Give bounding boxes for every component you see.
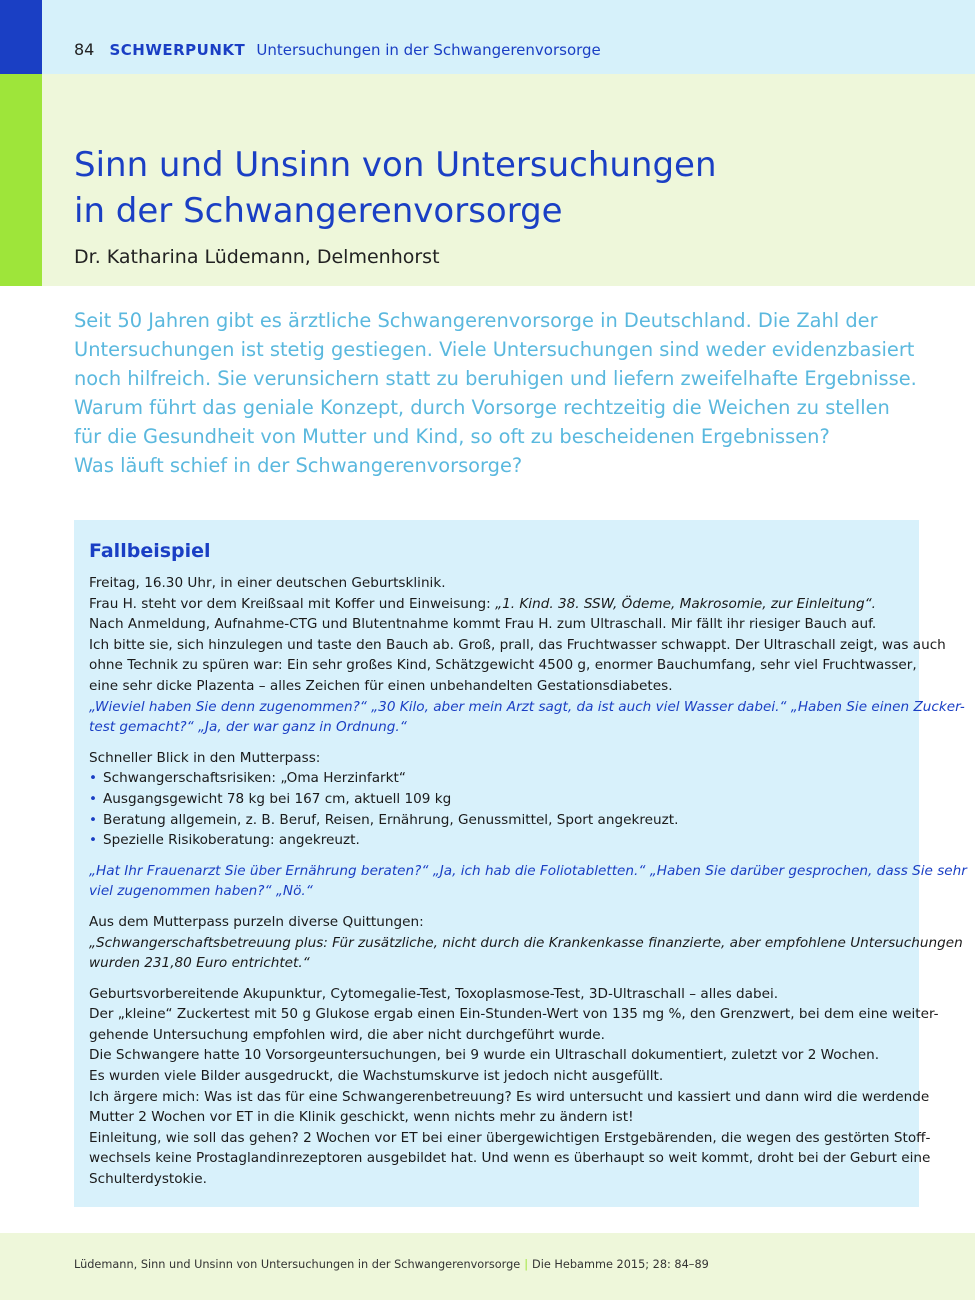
abstract-line: Seit 50 Jahren gibt es ärztliche Schwangerenvorsorge in Deutschland. Die Zahl der — [74, 309, 878, 332]
abstract-line: noch hilfreich. Sie verunsichern statt zu beruhigen und liefern zweifelhafte Ergebnisse. — [74, 367, 917, 390]
case-text-line: Nach Anmeldung, Aufnahme-CTG und Blutentnahme kommt Frau H. zum Ultraschall. Mir fällt ihr riesiger Bauch auf. — [89, 616, 877, 633]
footer-author: Lüdemann, — [74, 1258, 141, 1271]
dialogue-line: viel zugenommen haben?“ „Nö.“ — [89, 883, 313, 900]
abstract-line: Warum führt das geniale Konzept, durch Vorsorge rechtzeitig die Weichen zu stellen — [74, 396, 890, 419]
author-line: Dr. Katharina Lüdemann, Delmenhorst — [74, 246, 440, 268]
dialogue-line: test gemacht?“ „Ja, der war ganz in Ordnung.“ — [89, 719, 407, 736]
case-text-line: Ich ärgere mich: Was ist das für eine Schwangerenbetreuung? Es wird untersucht und kassiert und dann wird die werdende — [89, 1088, 930, 1105]
dialogue-line: „Wieviel haben Sie denn zugenommen?“ „30 Kilo, aber mein Arzt sagt, da ist auch viel Wasser dabei.“ „Haben Sie einen Zucker- — [89, 698, 965, 715]
case-text-line: Schneller Blick in den Mutterpass: — [89, 749, 321, 766]
list-item: • Ausgangsgewicht 78 kg bei 167 cm, aktuell 109 kg — [89, 789, 907, 810]
paragraph-gap — [89, 738, 907, 748]
case-text-line: Die Schwangere hatte 10 Vorsorgeuntersuchungen, bei 9 wurde ein Ultraschall dokumentiert, zuletzt vor 2 Wochen. — [89, 1047, 880, 1064]
paragraph-gap — [89, 974, 907, 984]
abstract-line: Was läuft schief in der Schwangerenvorsorge? — [74, 454, 523, 477]
case-text-line: Aus dem Mutterpass purzeln diverse Quittungen: — [89, 913, 424, 930]
paragraph-gap — [89, 851, 907, 861]
article-title-line: Sinn und Unsinn von Untersuchungen — [74, 145, 717, 185]
case-example-title: Fallbeispiel — [89, 540, 211, 562]
receipt-quote-line: wurden 231,80 Euro entrichtet.“ — [89, 955, 310, 972]
case-text-line: Geburtsvorbereitende Akupunktur, Cytomegalie-Test, Toxoplasmose-Test, 3D-Ultraschall – alles dabei. — [89, 985, 779, 1002]
case-text-line: Einleitung, wie soll das gehen? 2 Wochen vor ET bei einer übergewichtigen Erstgebärenden, die wegen des gestörten Stoff- — [89, 1129, 931, 1146]
header-color-bar — [0, 0, 42, 74]
case-text-line: Der „kleine“ Zuckertest mit 50 g Glukose ergab einen Ein-Stunden-Wert von 135 mg %, den Grenzwert, bei dem eine weiter- — [89, 1006, 939, 1023]
paragraph-gap — [89, 902, 907, 912]
list-item: • Spezielle Risikoberatung: angekreuzt. — [89, 830, 907, 851]
case-text-line: eine sehr dicke Plazenta – alles Zeichen für einen unbehandelten Gestationsdiabetes. — [89, 677, 673, 694]
page-number: 84 — [74, 40, 95, 59]
footer-journal: Die Hebamme 2015; 28: 84–89 — [532, 1258, 709, 1271]
footer-separator: | — [524, 1258, 529, 1271]
article-title — [74, 142, 914, 234]
running-head — [74, 40, 601, 60]
case-example-box — [74, 520, 967, 1207]
receipt-quote-line: „Schwangerschaftsbetreuung plus: Für zusätzliche, nicht durch die Krankenkasse finanzierte, aber empfohlene Untersuchungen — [89, 934, 963, 951]
abstract-line: Untersuchungen ist stetig gestiegen. Viele Untersuchungen sind weder evidenzbasiert — [74, 338, 915, 361]
case-example-content — [89, 539, 967, 1190]
list-item: • Schwangerschaftsrisiken: „Oma Herzinfarkt“ — [89, 768, 907, 789]
case-text-line: Schulterdystokie. — [89, 1171, 207, 1188]
list-item: • Beratung allgemein, z. B. Beruf, Reisen, Ernährung, Genussmittel, Sport angekreuzt. — [89, 810, 907, 831]
title-color-bar — [0, 74, 42, 286]
case-text-line: wechsels keine Prostaglandinrezeptoren ausgebildet hat. Und wenn es überhaupt so weit kommt, droht bei der Geburt eine — [89, 1150, 931, 1167]
referral-quote: „1. Kind. 38. SSW, Ödeme, Makrosomie, zur Einleitung“. — [495, 595, 876, 612]
section-topic: Untersuchungen in der Schwangerenvorsorge — [256, 41, 601, 59]
case-text-line — [89, 594, 907, 615]
mutterpass-list — [89, 768, 907, 850]
case-text-line: Freitag, 16.30 Uhr, in einer deutschen Geburtsklinik. — [89, 575, 446, 591]
citation-footer — [74, 1258, 709, 1271]
header-band — [0, 0, 975, 74]
footer-title: Sinn und Unsinn von Untersuchungen in der Schwangerenvorsorge — [140, 1258, 521, 1271]
section-label: SCHWERPUNKT — [109, 41, 246, 59]
case-text-line: Ich bitte sie, sich hinzulegen und taste den Bauch ab. Groß, prall, das Fruchtwasser schwappt. Der Ultraschall zeigt, was auch — [89, 636, 946, 653]
case-text-segment: Frau H. steht vor dem Kreißsaal mit Koffer und Einweisung: — [89, 595, 496, 612]
article-title-line: in der Schwangerenvorsorge — [74, 191, 563, 231]
case-text-line: Mutter 2 Wochen vor ET in die Klinik geschickt, wenn nichts mehr zu ändern ist! — [89, 1109, 634, 1126]
dialogue-line: „Hat Ihr Frauenarzt Sie über Ernährung beraten?“ „Ja, ich hab die Foliotabletten.“ „Haben Sie darüber gesprochen, dass Sie sehr — [89, 862, 967, 879]
abstract-line: für die Gesundheit von Mutter und Kind, so oft zu bescheidenen Ergebnissen? — [74, 425, 830, 448]
case-text-line: ohne Technik zu spüren war: Ein sehr großes Kind, Schätzgewicht 4500 g, enormer Bauchumfang, sehr viel Fruchtwasser, — [89, 657, 917, 674]
case-text-line: gehende Untersuchung empfohlen wird, die aber nicht durchgeführt wurde. — [89, 1026, 605, 1043]
abstract — [74, 306, 924, 480]
case-text-line: Es wurden viele Bilder ausgedruckt, die Wachstumskurve ist jedoch nicht ausgefüllt. — [89, 1068, 664, 1085]
